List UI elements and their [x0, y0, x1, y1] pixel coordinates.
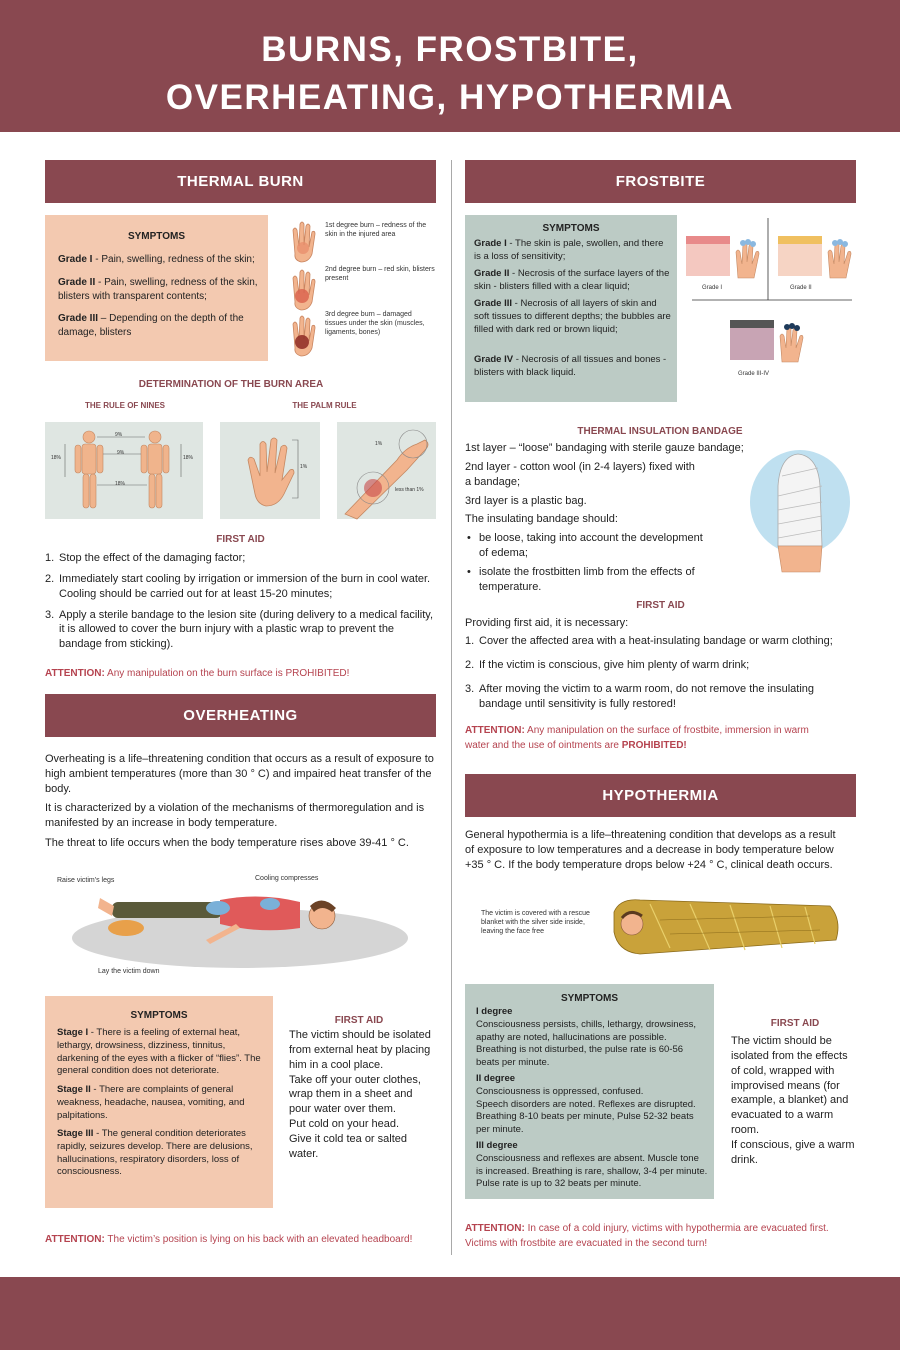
label-raise-legs: Raise victim's legs: [57, 877, 115, 884]
overheating-para-2: It is characterized by a violation of the mechanisms of thermoregulation and is manifested by an increase in body temperature.: [45, 802, 425, 829]
rescue-blanket-label: The victim is covered with a rescue blanket with the silver side inside, leaving the face free: [481, 910, 590, 936]
page-title-line1: BURNS, FROSTBITE,: [261, 30, 639, 69]
nines-label-left: 18%: [51, 455, 62, 461]
burn-symptoms-title: SYMPTOMS: [127, 231, 186, 242]
overheating-symptoms-title: SYMPTOMS: [130, 1010, 188, 1021]
list-item: 1. Cover the affected area with a heat-insulating bandage or warm clothing;: [465, 635, 833, 647]
frostbite-symptoms-box: [465, 215, 677, 402]
list-item: Give it cold tea or salted water.: [289, 1132, 408, 1160]
burn-hands-illustration: [285, 218, 321, 358]
bandage-line-1: 1st layer – “loose” bandaging with sterile gauze bandage;: [465, 442, 744, 454]
frostbite-attention: ATTENTION: Any manipulation on the surface of frostbite, immersion in warm water and the use of ointments are PROHIBITED!: [465, 725, 809, 751]
arm-burn-icon: [337, 422, 436, 519]
bandaged-hand-icon: [748, 446, 848, 576]
frost-img-label-2: Grade II: [790, 285, 812, 291]
overheating-para-1: Overheating is a life–threatening condition that occurs as a result of exposure to high ambient temperatures (more than 30 ° C) and impaired heat transfer of the body.: [45, 753, 434, 795]
hypo-degree-1: I degree Consciousness persists, chills, lethargy, drowsiness, apathy are noted, hallucinations are possible. Breathing is not disturbed, the pulse rate is 60-56 beats per minute.: [476, 1006, 696, 1069]
list-item: 1. Stop the effect of the damaging factor;: [45, 552, 246, 564]
page-title-line2: OVERHEATING, HYPOTHERMIA: [165, 78, 735, 117]
overheating-illustration: [70, 880, 410, 970]
burn-symptoms-box: [45, 215, 268, 361]
bandage-line-3: 3rd layer is a plastic bag.: [465, 494, 587, 507]
frostbite-symptoms-title: SYMPTOMS: [542, 223, 600, 234]
hypothermia-para: General hypothermia is a life–threatening condition that develops as a result of exposure to low temperatures and a decrease in body temperature below +35 ° C. If the body temperature drops below +24 ° C, clinical death occurs.: [465, 829, 836, 871]
frost-grade-1: Grade I - The skin is pale, swollen, and there is a loss of sensitivity;: [474, 238, 664, 262]
thermal-burn-heading: THERMAL BURN: [45, 160, 436, 203]
hypo-degree-2: II degree Consciousness is oppressed, confused. Speech disorders are noted. Reflexes are disrupted. Breathing 8-10 beats per minute, Pulse 52-32 beats per minute.: [476, 1073, 696, 1136]
rescue-blanket-illustration: [610, 890, 845, 965]
frostbite-first-aid-title: FIRST AID: [636, 600, 685, 611]
palm-label-1: 1%: [300, 464, 308, 470]
palm-rule-image: [220, 422, 320, 519]
overheating-attention: ATTENTION: The victim’s position is lying on his back with an elevated headboard!: [45, 1234, 413, 1245]
frost-grade-2: Grade II - Necrosis of the surface layers of the skin - blisters filled with a clear liquid;: [474, 268, 670, 292]
frostbite-grades-illustration: [682, 218, 857, 378]
overheating-symptoms-box: [45, 996, 273, 1208]
hypothermia-symptoms-title: SYMPTOMS: [560, 993, 619, 1004]
nines-label-arm: 9%: [117, 450, 125, 456]
hypothermia-attention: ATTENTION: In case of a cold injury, victims with hypothermia are evacuated first. Victims with frostbite are evacuated in the second turn!: [465, 1223, 829, 1249]
bandage-line-2: 2nd layer - cotton wool (in 2-4 layers) fixed with a bandage;: [465, 460, 695, 488]
rule-of-nines-image: [45, 422, 203, 519]
frost-img-label-3: Grade III-IV: [738, 371, 770, 377]
frost-grade-4: Grade IV - Necrosis of all tissues and bones - blisters with black liquid.: [474, 354, 667, 378]
list-item: Take off your outer clothes, wrap them in a sheet and pour water over them.: [289, 1073, 421, 1116]
frostbite-first-aid-list: [465, 634, 855, 717]
hypothermia-first-aid: The victim should be isolated from the effects of cold, wrapped with improvised means (for example, a blanket) and evacuated to a warm room. If conscious, give a warm drink.: [731, 1035, 855, 1166]
overheating-first-aid: [289, 1028, 434, 1162]
burn-grade-3: Grade III – Depending on the depth of the damage, blisters: [58, 313, 244, 338]
burn-first-aid-title: FIRST AID: [216, 534, 265, 545]
nines-label-head: 9%: [115, 432, 123, 438]
burn-caption-2: 2nd degree burn – red skin, blisters present: [325, 266, 435, 283]
list-item: • be loose, taking into account the development of edema;: [465, 531, 715, 561]
burn-caption-1: 1st degree burn – redness of the skin in the injured area: [325, 222, 427, 239]
frostbite-first-aid-intro: Providing first aid, it is necessary:: [465, 617, 629, 629]
bandage-text: [465, 441, 745, 599]
frostbite-heading: FROSTBITE: [465, 160, 856, 203]
hypothermia-heading: HYPOTHERMIA: [465, 774, 856, 817]
overheating-heading: OVERHEATING: [45, 694, 436, 737]
nines-label-right: 18%: [183, 455, 194, 461]
bandage-bullets: [465, 531, 715, 594]
stage-3: Stage III - The general condition deteriorates rapidly, seizures develop. There are delusions, hallucinations, respiratory disorders, loss of consciousness.: [57, 1128, 253, 1178]
burn-area-title: DETERMINATION OF THE BURN AREA: [138, 379, 324, 390]
hypothermia-symptoms-box: [465, 984, 714, 1199]
body-figures-icon: [45, 422, 203, 519]
burn-attention: ATTENTION: Any manipulation on the burn surface is PROHIBITED!: [45, 668, 350, 679]
palm-rule-title: THE PALM RULE: [292, 401, 357, 410]
overheating-para-3: The threat to life occurs when the body temperature rises above 39-41 ° C.: [45, 837, 409, 849]
palm-label-2: 1%: [375, 441, 383, 447]
burn-grade-1: Grade I - Pain, swelling, redness of the skin;: [58, 254, 255, 265]
list-item: The victim should be isolated from external heat by placing him in a cool place.: [289, 1029, 431, 1071]
list-item: Put cold on your head.: [289, 1118, 400, 1131]
bandage-title: THERMAL INSULATION BANDAGE: [577, 426, 743, 437]
burn-first-aid-list: [45, 551, 437, 658]
burn-grade-2: Grade II - Pain, swelling, redness of the skin, blisters with transparent contents;: [58, 277, 258, 302]
list-item: • isolate the frostbitten limb from the effects of temperature.: [465, 565, 715, 595]
nines-label-legs: 18%: [115, 481, 126, 487]
list-item: 3. After moving the victim to a warm room, do not remove the insulating bandage until sensitivity is fully restored!: [465, 682, 815, 710]
overheating-first-aid-title: FIRST AID: [334, 1015, 384, 1026]
title-banner: [0, 0, 900, 132]
list-item: 2. Immediately start cooling by irrigation or immersion of the burn in cool water. Cooling should be carried out for at least 15-20 minutes;: [45, 572, 431, 600]
rule-of-nines-title: THE RULE OF NINES: [84, 401, 165, 410]
frost-img-label-1: Grade I: [702, 285, 723, 291]
bandage-line-4: The insulating bandage should:: [465, 513, 618, 526]
column-divider: [451, 160, 452, 1255]
frost-grade-3: Grade III - Necrosis of all layers of skin and soft tissues to different depths; the bubbles are filled with dark red or brown liquid;: [474, 298, 671, 335]
list-item: 3. Apply a sterile bandage to the lesion site (during delivery to a medical facility, it is allowed to cover the burn injury with a plastic wrap to prevent the bandage from sticking).: [45, 608, 433, 651]
list-item: 2. If the victim is conscious, give him plenty of warm drink;: [465, 658, 750, 671]
label-cooling-compresses: Cooling compresses: [255, 875, 319, 882]
hypo-degree-3: III degree Consciousness and reflexes are absent. Muscle tone is increased. Breathing is rare, shallow, 3-4 per minute. Pulse rate is up to 32 beats per minute.: [476, 1140, 708, 1190]
palm-icon: [220, 422, 320, 519]
palm-arm-image: [337, 422, 436, 519]
footer-banner: [0, 1277, 900, 1350]
label-lay-down: Lay the victim down: [98, 968, 160, 975]
burn-caption-3: 3rd degree burn – damaged tissues under the skin (muscles, ligaments, bones): [325, 311, 425, 337]
palm-label-3: less than 1%: [395, 487, 424, 493]
hypothermia-first-aid-title: FIRST AID: [770, 1018, 820, 1029]
stage-1: Stage I - There is a feeling of external heat, lethargy, drowsiness, dizziness, tinnitus, darkening of the eyes with a flicker of “flies”. The general condition does not deteriorate.: [57, 1027, 261, 1077]
stage-2: Stage II - There are complaints of general weakness, headache, nausea, vomiting, and palpitations.: [57, 1084, 245, 1121]
